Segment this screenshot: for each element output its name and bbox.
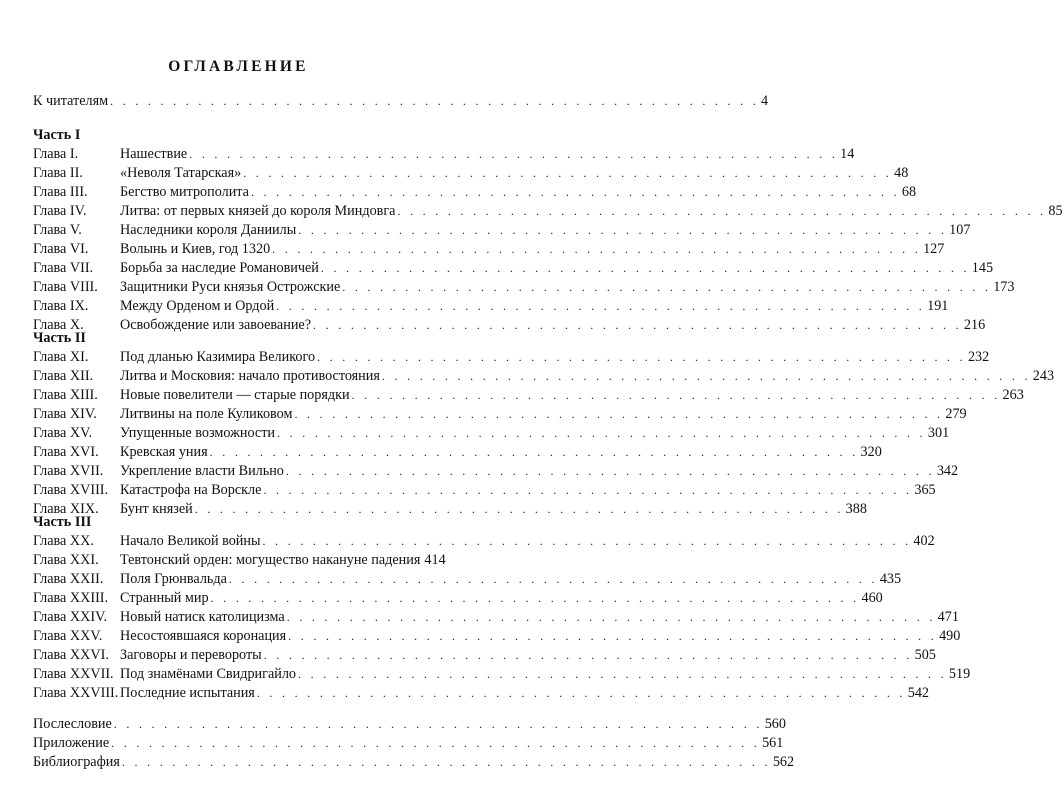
entry-title: Заговоры и перевороты xyxy=(120,647,262,663)
entry-title: Нашествие xyxy=(120,146,188,162)
toc-entry xyxy=(120,424,950,443)
chapter-label: Глава XI. xyxy=(33,349,89,365)
toc-entry xyxy=(120,278,1015,297)
toc-heading: ОГЛАВЛЕНИЕ xyxy=(168,58,309,75)
entry-title: Защитники Руси князья Острожские xyxy=(120,279,341,295)
page-number: 542 xyxy=(907,685,930,701)
page-number: 414 xyxy=(424,552,446,568)
chapter-entry[interactable] xyxy=(33,202,1063,221)
toc-entry xyxy=(33,753,795,772)
page-number: 68 xyxy=(901,184,917,200)
page-number: 402 xyxy=(913,533,935,549)
page-number: 320 xyxy=(860,444,882,460)
entry-title: Борьба за наследие Романовичей xyxy=(120,260,319,276)
chapter-label: Глава XIX. xyxy=(33,501,99,517)
toc-entry xyxy=(120,551,446,570)
chapter-entry[interactable] xyxy=(33,221,971,240)
page-number: 216 xyxy=(963,317,986,333)
page-number: 342 xyxy=(936,463,959,479)
page-number: 435 xyxy=(879,571,902,587)
entry-title: Новые повелители — старые порядки xyxy=(120,387,350,403)
chapter-label: Глава XXVII. xyxy=(33,666,114,682)
chapter-entry[interactable] xyxy=(33,424,950,443)
leader-dots: . . . . . . . . . . . . . . . . . . . . . . . . . . . . . . . . . . . . . . . . . . . . . . . . . . . . xyxy=(111,736,761,750)
entry-title: Под знамёнами Свидригайло xyxy=(120,666,297,682)
page-number: 232 xyxy=(967,349,990,365)
chapter-label: Глава XVI. xyxy=(33,444,99,460)
toc-entry xyxy=(120,462,959,481)
entry-title: Последние испытания xyxy=(120,685,255,701)
toc-entry xyxy=(120,145,855,164)
toc-entry xyxy=(120,240,945,259)
toc-entry xyxy=(120,627,961,646)
page-number: 48 xyxy=(894,165,909,181)
leader-dots: . . . . . . . . . . . . . . . . . . . . . . . . . . . . . . . . . . . . . . . . . . . . . . . . . . . . xyxy=(381,369,1031,383)
entry-title: Литва: от первых князей до короля Миндовга xyxy=(120,203,396,219)
leader-dots: . . . . . . . . . . . . . . . . . . . . . . . . . . . . . . . . . . . . . . . . . . . . . . . . . . . . xyxy=(262,534,912,548)
entry-title: Тевтонский орден: могущество накануне падения xyxy=(120,552,421,568)
entry-title: К читателям xyxy=(33,93,109,109)
chapter-label: Глава XVII. xyxy=(33,463,104,479)
page-number: 460 xyxy=(861,590,883,606)
chapter-entry[interactable] xyxy=(33,665,971,684)
chapter-entry[interactable] xyxy=(33,164,909,183)
leader-dots: . . . . . . . . . . . . . . . . . . . . . . . . . . . . . . . . . . . . . . . . . . . . . . . . . . . . xyxy=(256,686,906,700)
toc-entry xyxy=(120,164,909,183)
entry-title: Под дланью Казимира Великого xyxy=(120,349,316,365)
part-heading: Часть II xyxy=(33,330,86,346)
chapter-entry[interactable] xyxy=(33,570,902,589)
leader-dots: . . . . . . . . . . . . . . . . . . . . . . . . . . . . . . . . . . . . . . . . . . . . . . . . . . . . xyxy=(243,166,893,180)
toc-entry xyxy=(120,684,930,703)
toc-entry xyxy=(120,665,971,684)
entry-title: Бегство митрополита xyxy=(120,184,249,200)
page-number: 388 xyxy=(845,501,867,517)
entry-title: «Неволя Татарская» xyxy=(120,165,242,181)
chapter-entry[interactable] xyxy=(33,405,967,424)
entry-title: Литвины на поле Куликовом xyxy=(120,406,293,422)
chapter-entry[interactable] xyxy=(33,627,961,646)
chapter-entry[interactable] xyxy=(33,589,883,608)
chapter-label: Глава III. xyxy=(33,184,88,200)
entry-title: Послесловие xyxy=(33,716,112,732)
chapter-label: Глава XXII. xyxy=(33,571,104,587)
leader-dots: . . . . . . . . . . . . . . . . . . . . . . . . . . . . . . . . . . . . . . . . . . . . . . . . . . . . xyxy=(294,407,944,421)
chapter-label: Глава VI. xyxy=(33,241,89,257)
entry-title: Библиография xyxy=(33,754,120,770)
chapter-label: Глава VIII. xyxy=(33,279,98,295)
entry-title: Начало Великой войны xyxy=(120,533,261,549)
page-number: 173 xyxy=(993,279,1015,295)
leader-dots: . . . . . . . . . . . . . . . . . . . . . . . . . . . . . . . . . . . . . . . . . . . . . . . . . . . . xyxy=(288,629,938,643)
entry-title: Бунт князей xyxy=(120,501,193,517)
leader-dots: . . . . . . . . . . . . . . . . . . . . . . . . . . . . . . . . . . . . . . . . . . . . . . . . . . . . xyxy=(277,426,926,440)
entry-title: Наследники короля Даниилы xyxy=(120,222,297,238)
leader-dots: . . . . . . . . . . . . . . . . . . . . . . . . . . . . . . . . . . . . . . . . . . . . . . . . . . . . xyxy=(286,610,936,624)
entry-title: Катастрофа на Ворскле xyxy=(120,482,262,498)
leader-dots: . . . . . . . . . . . . . . . . . . . . . . . . . . . . . . . . . . . . . . . . . . . . . . . . . . . . xyxy=(194,502,844,516)
entry-title: Кревская уния xyxy=(120,444,208,460)
toc-entry xyxy=(120,259,994,278)
chapter-entry[interactable] xyxy=(33,481,936,500)
chapter-entry[interactable] xyxy=(33,443,882,462)
chapter-label: Глава XIII. xyxy=(33,387,98,403)
toc-entry xyxy=(120,405,967,424)
chapter-label: Глава V. xyxy=(33,222,82,238)
chapter-entry[interactable] xyxy=(33,183,917,202)
leader-dots: . . . . . . . . . . . . . . . . . . . . . . . . . . . . . . . . . . . . . . . . . . . . . . . . . . . . xyxy=(228,572,878,586)
chapter-label: Глава XXIV. xyxy=(33,609,108,625)
entry-title: Укрепление власти Вильно xyxy=(120,463,284,479)
chapter-label: Глава XXVIII. xyxy=(33,685,119,701)
toc-entry xyxy=(120,532,935,551)
toc-entry xyxy=(120,348,990,367)
entry-title: Упущенные возможности xyxy=(120,425,276,441)
toc-entry xyxy=(120,608,959,627)
leader-dots: . . . . . . . . . . . . . . . . . . . . . . . . . . . . . . . . . . . . . . . . . . . . . . . . . . . . xyxy=(250,185,900,199)
page-number: 191 xyxy=(927,298,949,314)
leader-dots: . . . . . . . . . . . . . . . . . . . . . . . . . . . . . . . . . . . . . . . . . . . . . . . . . . . . xyxy=(263,648,913,662)
chapter-entry[interactable] xyxy=(33,608,959,627)
page-number: 505 xyxy=(914,647,936,663)
leader-dots: . . . . . . . . . . . . . . . . . . . . . . . . . . . . . . . . . . . . . . . . . . . . . . . . . . . . xyxy=(320,261,970,275)
entry-title: Освобождение или завоевание? xyxy=(120,317,312,333)
toc-entry xyxy=(120,386,1024,405)
leader-dots: . . . . . . . . . . . . . . . . . . . . . . . . . . . . . . . . . . . . . . . . . . . . . . . . . . . . xyxy=(342,280,992,294)
entry-title: Странный мир xyxy=(120,590,209,606)
toc-entry xyxy=(120,202,1063,221)
leader-dots: . . . . . . . . . . . . . . . . . . . . . . . . . . . . . . . . . . . . . . . . . . . . . . . . . . . . xyxy=(189,147,839,161)
leader-dots: . . . . . . . . . . . . . . . . . . . . . . . . . . . . . . . . . . . . . . . . . . . . . . . . . . . . xyxy=(276,299,926,313)
entry-title: Волынь и Киев, год 1320 xyxy=(120,241,271,257)
toc-entry xyxy=(120,481,936,500)
part-heading: Часть III xyxy=(33,514,92,530)
chapter-entry[interactable] xyxy=(33,145,855,164)
toc-entry xyxy=(33,92,769,111)
leader-dots: . . . . . . . . . . . . . . . . . . . . . . . . . . . . . . . . . . . . . . . . . . . . . . . . . . . . xyxy=(272,242,922,256)
leader-dots: . . . . . . . . . . . . . . . . . . . . . . . . . . . . . . . . . . . . . . . . . . . . . . . . . . . . xyxy=(351,388,1001,402)
toc-entry xyxy=(120,221,971,240)
chapter-label: Глава XVIII. xyxy=(33,482,109,498)
chapter-entry[interactable] xyxy=(33,367,1055,386)
chapter-entry[interactable] xyxy=(33,684,930,703)
entry-title: Новый натиск католицизма xyxy=(120,609,285,625)
page-number: 279 xyxy=(945,406,967,422)
page-number: 471 xyxy=(937,609,959,625)
entry-title: Поля Грюнвальда xyxy=(120,571,227,587)
page-number: 127 xyxy=(923,241,945,257)
appendix-entry[interactable] xyxy=(33,753,795,772)
chapter-label: Глава XX. xyxy=(33,533,94,549)
leader-dots: . . . . . . . . . . . . . . . . . . . . . . . . . . . . . . . . . . . . . . . . . . . . . . . . . . . . xyxy=(209,445,859,459)
chapter-label: Глава XXIII. xyxy=(33,590,109,606)
leader-dots: . . . . . . . . . . . . . . . . . . . . . . . . . . . . . . . . . . . . . . . . . . . . . . . . . . . . xyxy=(397,204,1047,218)
chapter-label: Глава XXV. xyxy=(33,628,103,644)
chapter-label: Глава XXVI. xyxy=(33,647,109,663)
page-number: 263 xyxy=(1002,387,1024,403)
chapter-entry[interactable] xyxy=(33,297,949,316)
page-number: 301 xyxy=(927,425,950,441)
chapter-entry[interactable] xyxy=(33,278,1015,297)
toc-entry xyxy=(120,500,867,519)
chapter-entry[interactable] xyxy=(33,462,959,481)
page-number: 85 xyxy=(1048,203,1063,219)
leader-dots: . . . . . . . . . . . . . . . . . . . . . . . . . . . . . . . . . . . . . . . . . . . . . . . . . . . . xyxy=(121,755,771,769)
page-number: 243 xyxy=(1032,368,1055,384)
preface-entry[interactable] xyxy=(33,92,769,111)
leader-dots: . . . . . . . . . . . . . . . . . . . . . . . . . . . . . . . . . . . . . . . . . . . . . . . . . . . . xyxy=(113,717,763,731)
appendix-entry[interactable] xyxy=(33,734,784,753)
chapter-entry[interactable] xyxy=(33,316,986,335)
leader-dots: . . . . . . . . . . . . . . . . . . . . . . . . . . . . . . . . . . . . . . . . . . . . . . . . . . . . xyxy=(298,667,947,681)
chapter-entry[interactable] xyxy=(33,259,994,278)
toc-entry xyxy=(120,589,883,608)
leader-dots: . . . . . . . . . . . . . . . . . . . . . . . . . . . . . . . . . . . . . . . . . . . . . . . . . . . . xyxy=(210,591,860,605)
chapter-entry[interactable] xyxy=(33,240,945,259)
leader-dots: . . . . . . . . . . . . . . . . . . . . . . . . . . . . . . . . . . . . . . . . . . . . . . . . . . . . xyxy=(285,464,935,478)
chapter-label: Глава XV. xyxy=(33,425,93,441)
chapter-entry[interactable] xyxy=(33,646,936,665)
entry-title: Между Орденом и Ордой xyxy=(120,298,275,314)
chapter-label: Глава VII. xyxy=(33,260,94,276)
page-number: 4 xyxy=(761,93,769,109)
page-number: 145 xyxy=(971,260,994,276)
chapter-entry[interactable] xyxy=(33,348,990,367)
page-number: 562 xyxy=(772,754,795,770)
chapter-label: Глава II. xyxy=(33,165,83,181)
toc-entry xyxy=(120,297,949,316)
page-number: 519 xyxy=(948,666,971,682)
page-number: 365 xyxy=(914,482,936,498)
leader-dots: . . . . . . . . . . . . . . . . . . . . . . . . . . . . . . . . . . . . . . . . . . . . . . . . . . . . xyxy=(263,483,913,497)
page-number: 560 xyxy=(764,716,786,732)
leader-dots: . . . . . . . . . . . . . . . . . . . . . . . . . . . . . . . . . . . . . . . . . . . . . . . . . . . . xyxy=(317,350,966,364)
chapter-label: Глава XII. xyxy=(33,368,94,384)
toc-entry xyxy=(33,715,786,734)
page-number: 107 xyxy=(949,222,971,238)
chapter-label: Глава IV. xyxy=(33,203,87,219)
chapter-entry[interactable] xyxy=(33,500,867,519)
leader-dots: . . . . . . . . . . . . . . . . . . . . . . . . . . . . . . . . . . . . . . . . . . . . . . . . . . . . xyxy=(110,94,760,108)
chapter-label: Глава XXI. xyxy=(33,552,99,568)
part-heading: Часть I xyxy=(33,127,81,143)
toc-entry xyxy=(120,646,936,665)
chapter-label: Глава I. xyxy=(33,146,79,162)
toc-entry xyxy=(120,367,1055,386)
page-number: 490 xyxy=(939,628,961,644)
toc-entry xyxy=(33,734,784,753)
page-number: 14 xyxy=(840,146,855,162)
page-number: 561 xyxy=(762,735,784,751)
chapter-label: Глава X. xyxy=(33,317,84,333)
toc-entry xyxy=(120,443,882,462)
toc-entry xyxy=(120,316,986,335)
appendix-entry[interactable] xyxy=(33,715,786,734)
leader-dots: . . . . . . . . . . . . . . . . . . . . . . . . . . . . . . . . . . . . . . . . . . . . . . . . . . . . xyxy=(298,223,948,237)
entry-title: Литва и Московия: начало противостояния xyxy=(120,368,380,384)
chapter-entry[interactable] xyxy=(33,551,446,570)
leader-dots: . . . . . . . . . . . . . . . . . . . . . . . . . . . . . . . . . . . . . . . . . . . . . . . . . . . . xyxy=(313,318,962,332)
chapter-entry[interactable] xyxy=(33,386,1024,405)
entry-title: Приложение xyxy=(33,735,110,751)
entry-title: Несостоявшаяся коронация xyxy=(120,628,287,644)
toc-entry xyxy=(120,183,917,202)
chapter-entry[interactable] xyxy=(33,532,935,551)
toc-entry xyxy=(120,570,902,589)
chapter-label: Глава XIV. xyxy=(33,406,97,422)
chapter-label: Глава IX. xyxy=(33,298,89,314)
